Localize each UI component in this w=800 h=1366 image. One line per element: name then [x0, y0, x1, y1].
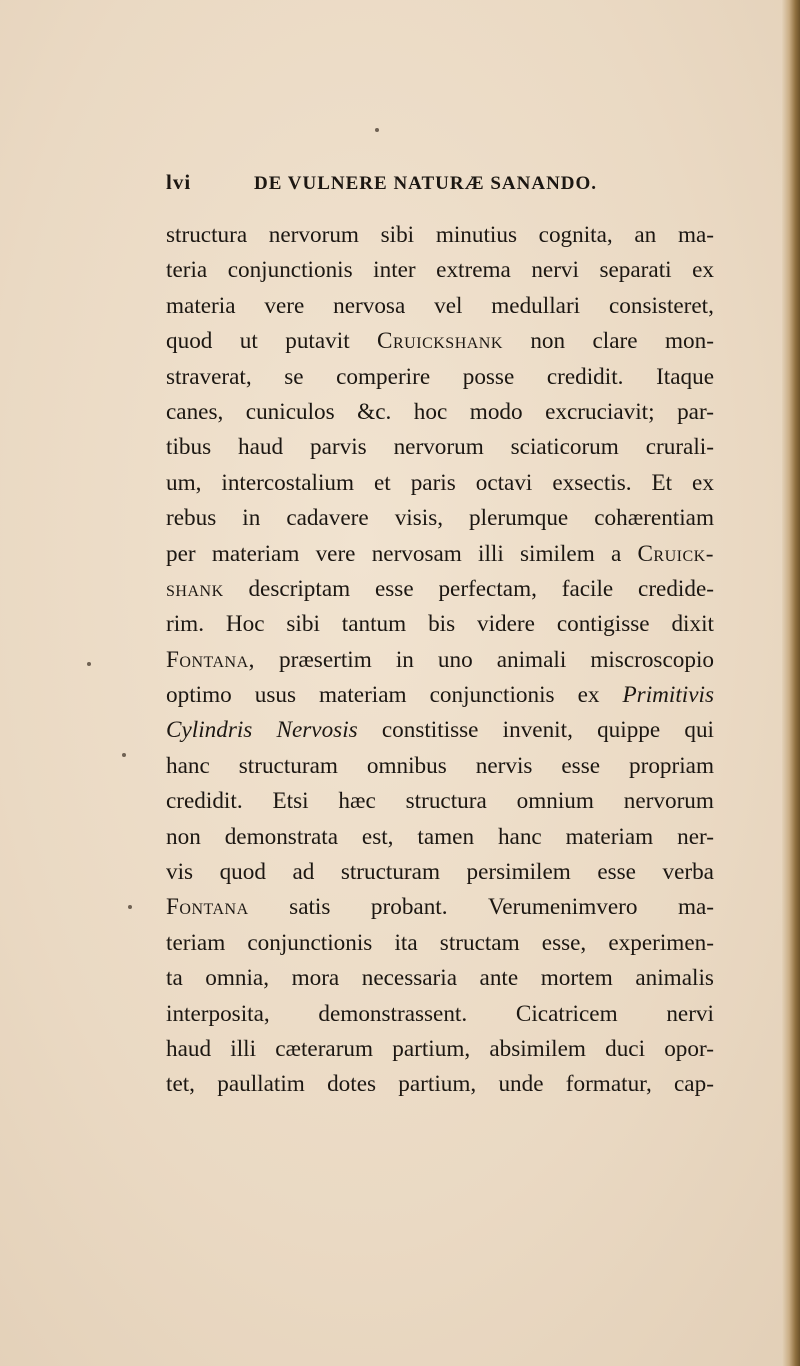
word: absimilem: [489, 1035, 586, 1062]
word: tantum: [341, 611, 407, 638]
word: tibus: [166, 434, 212, 461]
text-line: [166, 890, 714, 925]
word: omnium: [516, 788, 594, 815]
word: unde: [498, 1071, 544, 1098]
text-line: [166, 926, 714, 961]
word: Et: [651, 469, 673, 496]
word: ad: [292, 859, 315, 886]
word: animali: [496, 646, 567, 673]
word: rim.: [166, 611, 204, 638]
word: cuniculos: [245, 398, 335, 425]
word: exsectis.: [552, 469, 632, 496]
word: animalis: [635, 965, 714, 992]
word: canes,: [166, 398, 224, 425]
word: ta: [166, 965, 183, 992]
word: parvis: [310, 434, 367, 461]
word: satis: [289, 894, 331, 921]
word: formatur,: [565, 1071, 652, 1098]
word: omnia,: [205, 965, 270, 992]
word: medullari: [491, 292, 581, 319]
word: clare: [592, 328, 638, 355]
word: structuram: [238, 752, 338, 779]
word: um,: [166, 469, 202, 496]
word: ner-: [677, 823, 714, 850]
word: paris: [410, 469, 456, 496]
word: propriam: [629, 752, 714, 779]
word: Cicatricem: [515, 1000, 618, 1027]
word: Cruickshank: [377, 328, 503, 355]
word: par-: [677, 398, 714, 425]
word: mora: [291, 965, 340, 992]
word: Hoc: [225, 611, 265, 638]
word: hoc: [413, 398, 448, 425]
word: facile: [561, 575, 614, 602]
word: dotes: [327, 1071, 377, 1098]
page-number: lvi: [166, 170, 192, 194]
word: hanc: [497, 823, 542, 850]
text-line: [166, 643, 714, 678]
word: &c.: [357, 398, 392, 425]
word: tet,: [166, 1071, 195, 1098]
word: esse,: [541, 929, 587, 956]
text-line: [166, 466, 714, 501]
word: sibi: [380, 222, 415, 248]
text-line: [166, 855, 714, 890]
word: sciaticorum: [510, 434, 619, 461]
word: quod: [219, 859, 266, 886]
word: materiam: [565, 823, 654, 850]
word: cadavere: [286, 505, 369, 532]
word: cap-: [674, 1071, 714, 1098]
word: non: [530, 328, 566, 355]
word: vel: [434, 292, 463, 319]
word: quod: [166, 328, 213, 355]
page-edge-shadow: [782, 0, 800, 1366]
word: partium,: [392, 1035, 471, 1062]
word: structura: [166, 222, 248, 248]
word: experimen-: [608, 929, 714, 956]
word: nervosam: [371, 540, 462, 567]
word: cæterarum: [275, 1035, 374, 1062]
word: paullatim: [217, 1071, 305, 1098]
text-line: [166, 820, 714, 855]
word: hæc: [338, 788, 376, 815]
text-line: [166, 1032, 714, 1067]
word: tamen: [417, 823, 475, 850]
word: vis: [166, 859, 194, 886]
word: omnibus: [366, 752, 447, 779]
word: invenit,: [502, 717, 573, 744]
word: credide-: [638, 575, 714, 602]
word: videre: [477, 611, 535, 638]
word: cohærentiam: [594, 505, 714, 532]
word: conjunctionis: [227, 257, 353, 284]
word: interposita,: [166, 1000, 270, 1027]
text-line: [166, 218, 714, 253]
word: ut: [239, 328, 258, 355]
word: conjunctionis: [247, 929, 373, 956]
word: bis: [428, 611, 456, 638]
text-line: [166, 430, 714, 465]
word: præsertim: [279, 646, 372, 673]
text-line: [166, 395, 714, 430]
word: haud: [238, 434, 284, 461]
text-line: [166, 1067, 714, 1102]
running-title: DE VULNERE NATURÆ SANANDO.: [254, 173, 598, 194]
word: credidit.: [546, 363, 624, 390]
word: inter: [373, 257, 416, 284]
text-line: [166, 749, 714, 784]
word: opor-: [664, 1035, 714, 1062]
word: necessaria: [361, 965, 458, 992]
word: haud: [166, 1035, 212, 1062]
word: nervis: [475, 752, 533, 779]
word: an: [634, 222, 657, 248]
text-line: [166, 961, 714, 996]
word: straverat,: [166, 363, 252, 390]
word: non: [166, 823, 201, 850]
word: cognita,: [538, 222, 613, 248]
word: materiam: [319, 682, 407, 709]
word: Fontana,: [166, 646, 255, 673]
word: Itaque: [656, 363, 714, 390]
ink-speck: [87, 662, 91, 666]
ink-speck: [128, 905, 132, 909]
text-line: [166, 713, 714, 748]
word: persimilem: [466, 859, 571, 886]
word: minutius: [435, 222, 517, 248]
word: nervorum: [393, 434, 484, 461]
ink-speck: [375, 128, 379, 132]
text-line: [166, 289, 714, 324]
word: Cylindris: [166, 717, 253, 744]
word: sibi: [286, 611, 320, 638]
word: Fontana: [166, 894, 249, 921]
word: ma-: [677, 894, 714, 921]
word: constitisse: [381, 717, 479, 744]
word: illi: [230, 1035, 257, 1062]
word: hanc: [166, 752, 210, 779]
word: illi: [478, 540, 504, 567]
word: se: [284, 363, 304, 390]
word: teria: [166, 257, 208, 284]
word: descriptam: [248, 575, 351, 602]
word: ex: [577, 682, 600, 709]
word: perfectam,: [438, 575, 537, 602]
word: putavit: [285, 328, 350, 355]
word: et: [374, 469, 391, 496]
word: posse: [462, 363, 515, 390]
word: octavi: [475, 469, 533, 496]
word: visis,: [394, 505, 444, 532]
text-line: [166, 997, 714, 1032]
word: ex: [692, 257, 714, 284]
word: nervosa: [333, 292, 406, 319]
word: modo: [469, 398, 523, 425]
word: duci: [605, 1035, 646, 1062]
word: usus: [254, 682, 296, 709]
text-line: [166, 501, 714, 536]
word: demonstrata: [224, 823, 339, 850]
word: nervorum: [623, 788, 714, 815]
text-line: [166, 360, 714, 395]
word: Nervosis: [276, 717, 358, 744]
running-head: [166, 170, 666, 200]
word: ante: [479, 965, 519, 992]
text-line: [166, 572, 714, 607]
word: ex: [692, 469, 714, 496]
word: in: [242, 505, 261, 532]
word: structam: [439, 929, 520, 956]
word: in: [395, 646, 414, 673]
word: a: [610, 540, 622, 567]
word: nervi: [531, 257, 579, 284]
word: dixit: [671, 611, 714, 638]
word: excruciavit;: [545, 398, 655, 425]
word: conjunctionis: [429, 682, 555, 709]
word: Primitivis: [622, 682, 714, 709]
word: separati: [599, 257, 672, 284]
word: miscroscopio: [590, 646, 714, 673]
ink-speck: [122, 753, 126, 757]
word: qui: [684, 717, 714, 744]
word: per: [166, 540, 196, 567]
word: similem: [520, 540, 595, 567]
word: partium,: [398, 1071, 477, 1098]
word: materiam: [211, 540, 300, 567]
word: structura: [405, 788, 487, 815]
word: comperire: [336, 363, 431, 390]
word: Cruick-: [637, 540, 714, 567]
word: demonstrassent.: [318, 1000, 468, 1027]
word: quippe: [597, 717, 661, 744]
word: mon-: [664, 328, 714, 355]
word: plerumque: [469, 505, 569, 532]
word: credidit.: [166, 788, 243, 815]
word: rebus: [166, 505, 217, 532]
word: vere: [315, 540, 356, 567]
text-line: [166, 253, 714, 288]
word: est,: [361, 823, 394, 850]
word: vere: [264, 292, 305, 319]
word: intercostalium: [221, 469, 355, 496]
text-line: [166, 678, 714, 713]
word: verba: [662, 859, 714, 886]
word: Etsi: [272, 788, 309, 815]
word: uno: [437, 646, 473, 673]
word: ita: [394, 929, 418, 956]
word: nervi: [666, 1000, 714, 1027]
word: materia: [166, 292, 236, 319]
word: crurali-: [645, 434, 714, 461]
word: nervorum: [268, 222, 359, 248]
word: esse: [561, 752, 601, 779]
word: structuram: [340, 859, 440, 886]
text-line: [166, 537, 714, 572]
word: extrema: [436, 257, 511, 284]
word: ma-: [677, 222, 714, 248]
word: optimo: [166, 682, 232, 709]
text-line: [166, 607, 714, 642]
text-line: [166, 324, 714, 359]
word: teriam: [166, 929, 226, 956]
word: consisteret,: [608, 292, 714, 319]
text-line: [166, 784, 714, 819]
word: contigisse: [556, 611, 650, 638]
word: mortem: [540, 965, 613, 992]
word: shank: [166, 575, 224, 602]
word: probant.: [370, 894, 448, 921]
word: esse: [597, 859, 636, 886]
word: esse: [374, 575, 414, 602]
word: Verumenimvero: [488, 894, 638, 921]
body-text: [166, 218, 714, 1103]
